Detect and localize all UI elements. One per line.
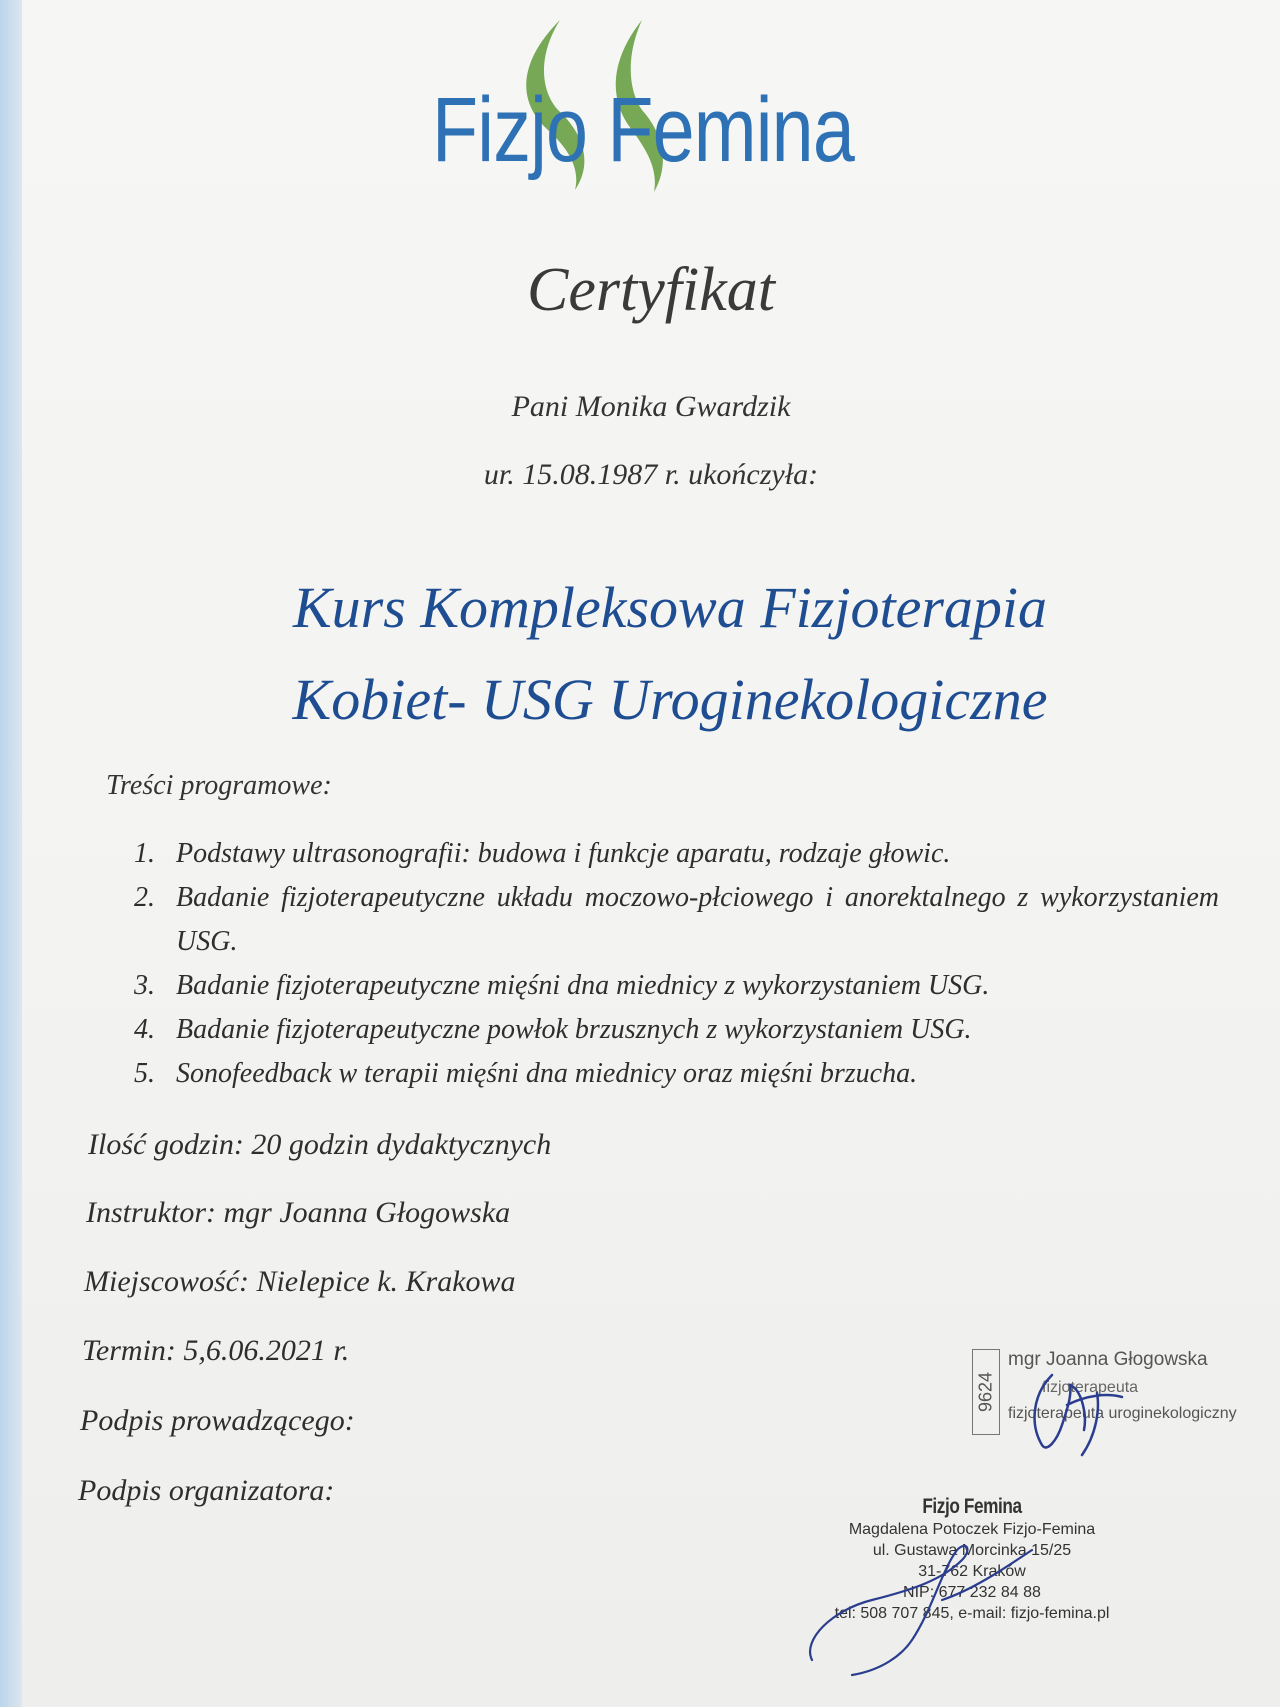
- stamp-code: 9624: [975, 1371, 996, 1413]
- recipient-name: Pani Monika Gwardzik: [511, 390, 791, 423]
- program-item-text: Sonofeedback w terapii mięśni dna miednicy oraz mięśni brzucha.: [176, 1058, 918, 1089]
- program-item: [134, 964, 1219, 1008]
- program-item-number: 1.: [134, 838, 155, 869]
- course-name: [140, 562, 1200, 746]
- instructor-signature: [1012, 1355, 1142, 1465]
- birth-date-line: ur. 15.08.1987 r. ukończyła:: [483, 458, 819, 491]
- program-item: [134, 876, 1219, 964]
- certificate-title: Certyfikat: [527, 256, 775, 324]
- certificate-sheet: [22, 0, 1280, 1707]
- stamp-code-box: [972, 1349, 1000, 1435]
- stamp-organizer-street: ul. Gustawa Morcinka 15/25: [872, 1542, 1072, 1559]
- stamp-instructor-title: fizjoterapeuta: [1042, 1379, 1139, 1396]
- program-item: [134, 832, 1219, 876]
- program-list: [134, 832, 1219, 1096]
- stamp-organizer-nip: NIP: 677 232 84 88: [903, 1584, 1041, 1601]
- program-item-text: Badanie fizjoterapeutyczne mięśni dna miednicy z wykorzystaniem USG.: [176, 970, 990, 1001]
- program-item-text: Badanie fizjoterapeutyczne powłok brzusznych z wykorzystaniem USG.: [176, 1014, 972, 1045]
- program-item-number: 2.: [134, 882, 155, 913]
- location-field: Miejscowość: Nielepice k. Krakowa: [84, 1265, 516, 1298]
- program-item-text: Badanie fizjoterapeutyczne układu moczowo-płciowego i anorektalnego z wykorzystaniem USG.: [176, 882, 1219, 957]
- course-line-1: Kurs Kompleksowa Fizjoterapia: [292, 575, 1048, 640]
- stamp-organizer-city: 31-762 Kraków: [918, 1563, 1026, 1580]
- stamp-brand: Fizjo Femina: [922, 1495, 1022, 1518]
- stamp-organizer-contact: tel: 508 707 845, e-mail: fizjo-femina.pl: [834, 1605, 1110, 1622]
- instructor-field: Instruktor: mgr Joanna Głogowska: [86, 1196, 511, 1229]
- program-item: [134, 1052, 1219, 1096]
- program-item: [134, 1008, 1219, 1052]
- stamp-organizer-name: Magdalena Potoczek Fizjo-Femina: [848, 1521, 1096, 1538]
- program-item-text: Podstawy ultrasonografii: budowa i funkcje aparatu, rodzaje głowic.: [176, 838, 951, 869]
- fizjo-femina-logo: [420, 20, 920, 200]
- program-label: Treści programowe:: [106, 770, 332, 801]
- instructor-signature-label: Podpis prowadzącego:: [80, 1404, 355, 1437]
- logo-text: Fizjo Femina: [432, 79, 854, 181]
- hours-field: Ilość godzin: 20 godzin dydaktycznych: [88, 1128, 552, 1161]
- background-edge: [0, 0, 22, 1707]
- program-item-number: 3.: [134, 970, 155, 1001]
- stamp-instructor-name: mgr Joanna Głogowska: [1008, 1349, 1208, 1370]
- course-line-2: Kobiet- USG Uroginekologiczne: [292, 667, 1048, 732]
- program-item-number: 4.: [134, 1014, 155, 1045]
- date-field: Termin: 5,6.06.2021 r.: [82, 1334, 350, 1367]
- program-item-number: 5.: [134, 1058, 155, 1089]
- organizer-signature-label: Podpis organizatora:: [78, 1474, 335, 1507]
- organizer-signature: [792, 1490, 1062, 1690]
- stamp-instructor-specialty: fizjoterapeuta uroginekologiczny: [1008, 1405, 1237, 1422]
